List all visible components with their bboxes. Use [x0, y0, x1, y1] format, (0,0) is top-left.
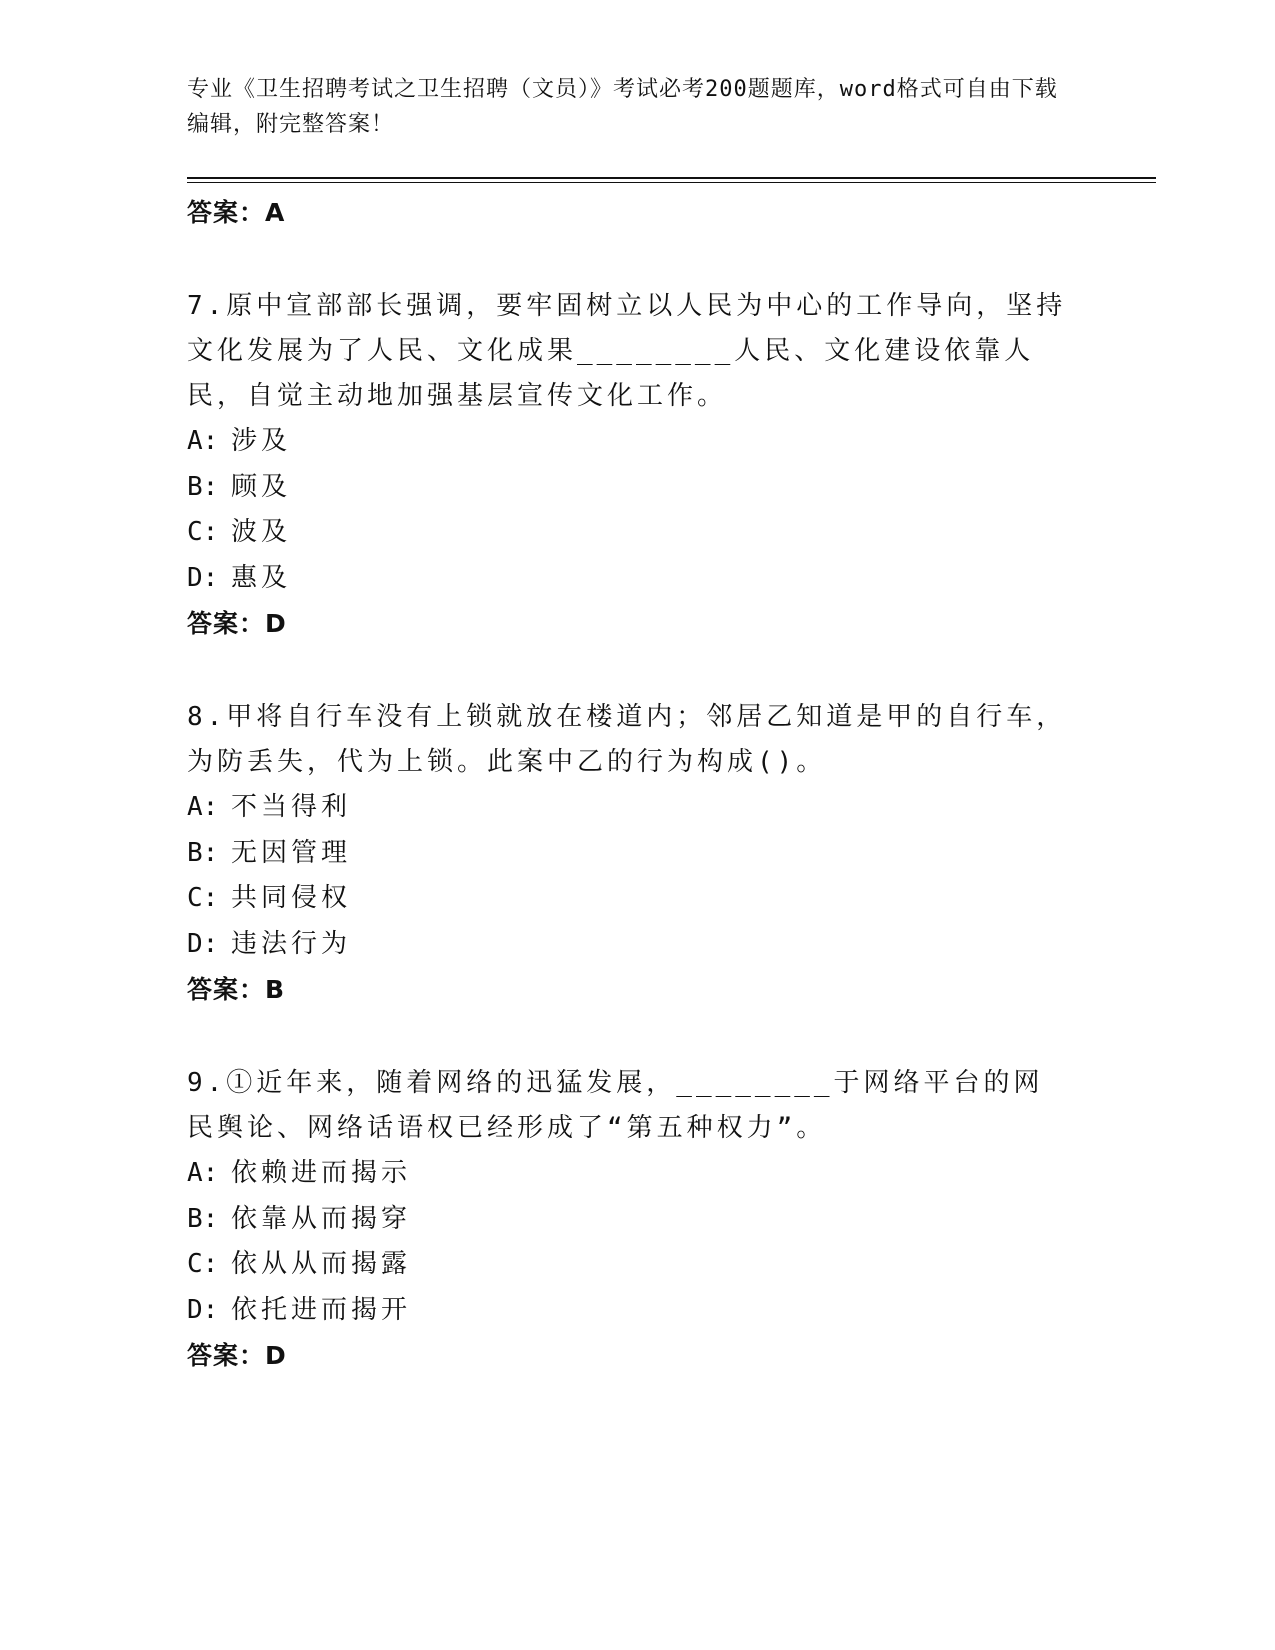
option-a — [187, 419, 1067, 465]
question-stem: 9.①近年来，随着网络的迅猛发展，________于网络平台的网民舆论、网络话语权已经形成了“第五种权力”。 — [187, 1068, 1044, 1143]
option-d — [187, 556, 1067, 602]
option-key: A: — [187, 792, 219, 822]
option-a — [187, 785, 1067, 831]
option-c — [187, 1242, 1067, 1288]
option-text: 依赖进而揭示 — [231, 1158, 412, 1188]
option-text: 依从从而揭露 — [231, 1249, 412, 1279]
answer: 答案：B — [187, 975, 286, 1004]
option-text: 不当得利 — [231, 792, 352, 822]
question-7 — [187, 284, 1067, 647]
option-d — [187, 922, 1067, 968]
question-stem: 8.甲将自行车没有上锁就放在楼道内；邻居乙知道是甲的自行车，为防丢失，代为上锁。此案中乙的行为构成()。 — [187, 702, 1067, 777]
option-key: D: — [187, 928, 219, 959]
option-key: C: — [187, 1249, 219, 1279]
option-key: B: — [187, 471, 219, 502]
option-b — [187, 465, 1067, 511]
question-8 — [187, 695, 1067, 1013]
option-key: C: — [187, 517, 219, 547]
option-text: 共同侵权 — [231, 883, 352, 913]
option-key: C: — [187, 883, 219, 913]
option-key: D: — [187, 1294, 219, 1325]
document-header: 专业《卫生招聘考试之卫生招聘（文员）》考试必考200题题库，word格式可自由下载编辑，附完整答案！ — [187, 77, 1058, 137]
question-stem: 7.原中宣部部长强调，要牢固树立以人民为中心的工作导向，坚持文化发展为了人民、文化成果________人民、文化建设依靠人民，自觉主动地加强基层宣传文化工作。 — [187, 291, 1067, 411]
answer: 答案：D — [187, 1341, 287, 1370]
question-9 — [187, 1061, 1067, 1379]
option-key: A: — [187, 426, 219, 456]
option-b — [187, 1197, 1067, 1243]
option-key: B: — [187, 837, 219, 868]
header-rule-thin — [187, 182, 1156, 183]
header-rule-thick — [187, 177, 1156, 179]
option-text: 依托进而揭开 — [231, 1294, 412, 1325]
option-text: 惠及 — [231, 562, 292, 593]
option-text: 波及 — [231, 517, 292, 547]
option-text: 涉及 — [231, 426, 292, 456]
option-key: B: — [187, 1203, 219, 1234]
option-text: 顾及 — [231, 471, 292, 502]
option-b — [187, 831, 1067, 877]
document-body — [187, 190, 1067, 1379]
option-text: 依靠从而揭穿 — [231, 1203, 412, 1234]
option-a — [187, 1151, 1067, 1197]
option-c — [187, 876, 1067, 922]
option-key: D: — [187, 562, 219, 593]
option-key: A: — [187, 1158, 219, 1188]
answer-prev: 答案：A — [187, 198, 286, 227]
option-c — [187, 510, 1067, 556]
option-text: 违法行为 — [231, 928, 352, 959]
answer: 答案：D — [187, 609, 287, 638]
option-text: 无因管理 — [231, 837, 352, 868]
option-d — [187, 1288, 1067, 1334]
